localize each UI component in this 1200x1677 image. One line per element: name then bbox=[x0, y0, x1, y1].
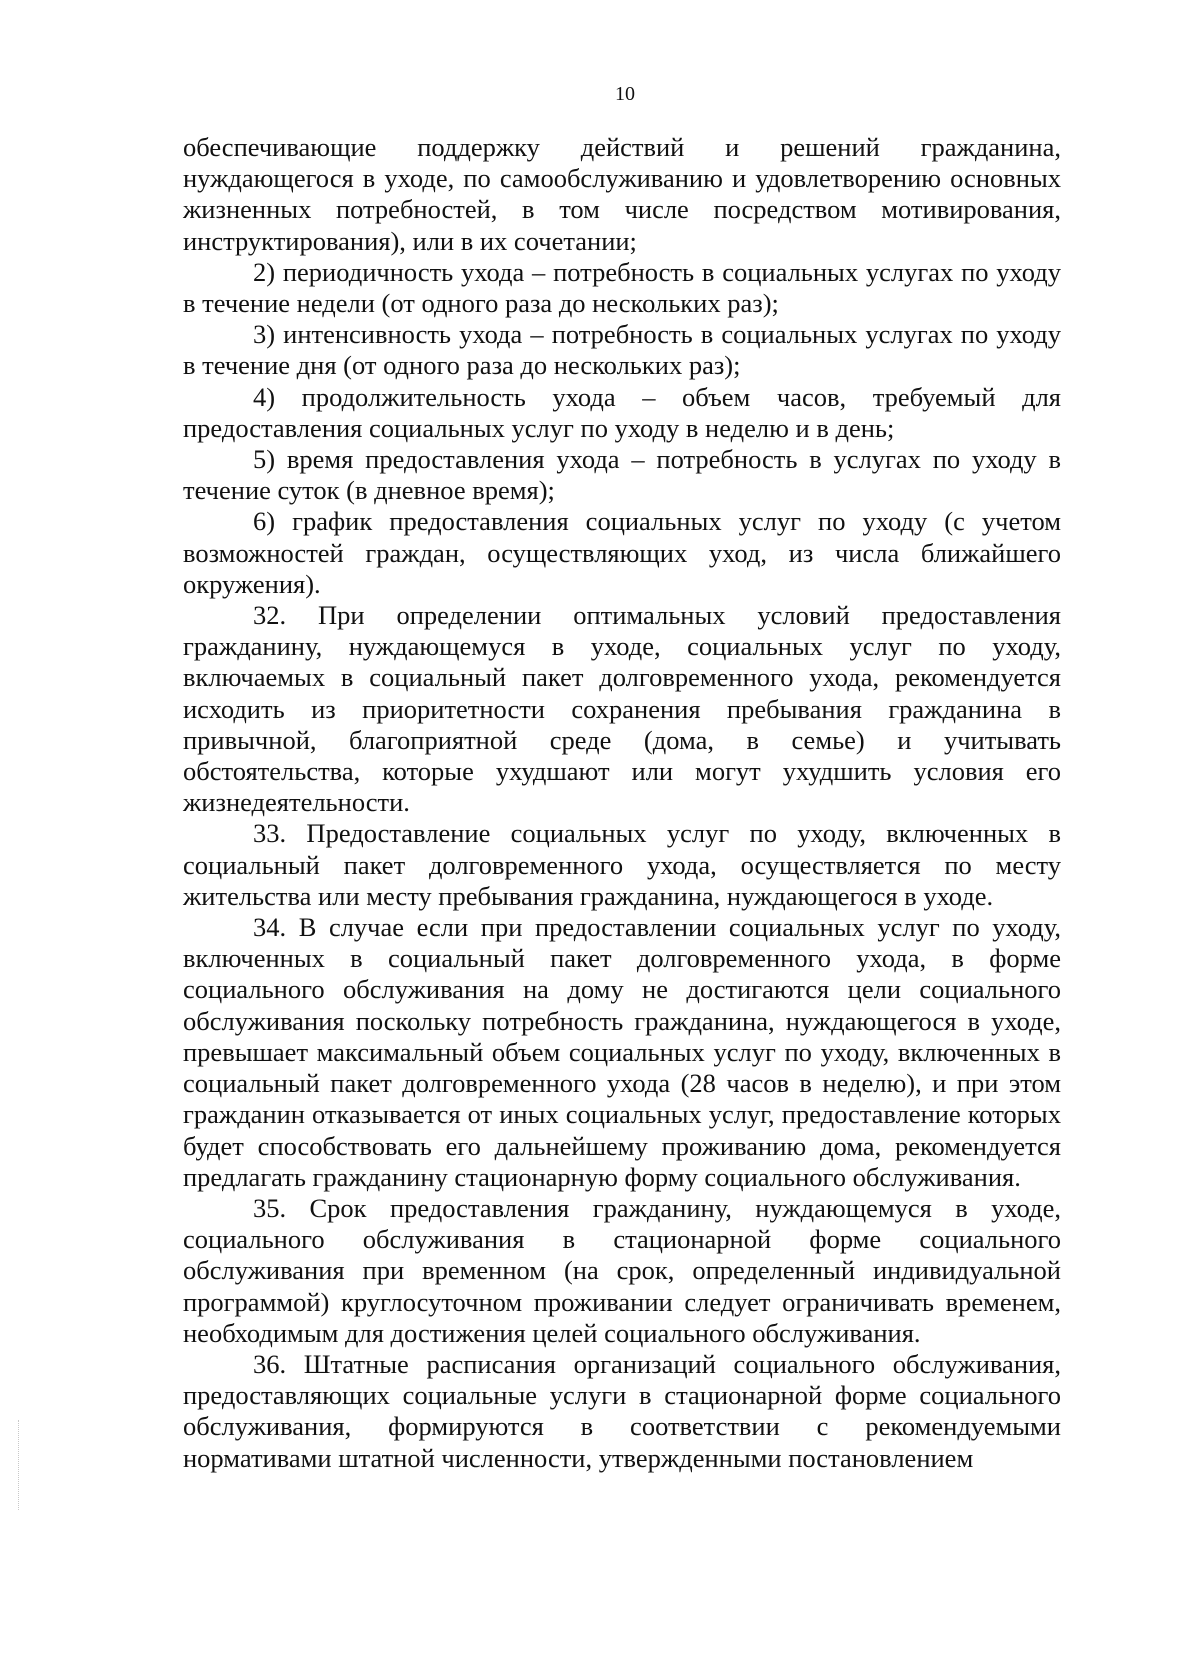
page-number: 10 bbox=[615, 83, 635, 105]
paragraph-item-2: 2) периодичность ухода – потребность в социальных услугах по уходу в течение недели (от одного раза до нескольких раз); bbox=[183, 256, 1061, 319]
paragraph-item-5: 5) время предоставления ухода – потребность в услугах по уходу в течение суток (в дневное время); bbox=[183, 444, 1061, 506]
paragraph-continuation: обеспечивающие поддержку действий и решений гражданина, нуждающегося в уходе, по самообслуживанию и удовлетворению основных жизненных потребностей, в том числе посредством мотивирования, инструктирования), или в их сочетании; bbox=[183, 132, 1061, 256]
paragraph-item-3: 3) интенсивность ухода – потребность в социальных услугах по уходу в течение дня (от одного раза до нескольких раз); bbox=[183, 319, 1061, 381]
paragraph-34: 34. В случае если при предоставлении социальных услуг по уходу, включенных в социальный пакет долговременного ухода, в форме социального обслуживания на дому не достигаются цели социального обслуживания поскольку потребность гражданина, нуждающегося в уходе, превышает максимальный объем социальных услуг по уходу, включенных в социальный пакет долговременного ухода (28 часов в неделю), и при этом гражданин отказывается от иных социальных услуг, предоставление которых будет способствовать его дальнейшему проживанию дома, рекомендуется предлагать гражданину стационарную форму социального обслуживания. bbox=[183, 912, 1061, 1192]
paragraph-item-6: 6) график предоставления социальных услуг по уходу (с учетом возможностей граждан, осуществляющих уход, из числа ближайшего окружения). bbox=[183, 506, 1061, 599]
document-body bbox=[183, 132, 1061, 1474]
paragraph-35: 35. Срок предоставления гражданину, нуждающемуся в уходе, социального обслуживания в стационарной форме социального обслуживания при временном (на срок, определенный индивидуальной программой) круглосуточном проживании следует ограничивать временем, необходимым для достижения целей социального обслуживания. bbox=[183, 1192, 1061, 1348]
paragraph-32: 32. При определении оптимальных условий предоставления гражданину, нуждающемуся в уходе, социальных услуг по уходу, включаемых в социальный пакет долговременного ухода, рекомендуется исходить из приоритетности сохранения пребывания гражданина в привычной, благоприятной среде (дома, в семье) и учитывать обстоятельства, которые ухудшают или могут ухудшить условия его жизнедеятельности. bbox=[183, 600, 1061, 818]
scan-margin-marks bbox=[18, 1420, 22, 1510]
paragraph-item-4: 4) продолжительность ухода – объем часов, требуемый для предоставления социальных услуг по уходу в неделю и в день; bbox=[183, 381, 1061, 443]
paragraph-33: 33. Предоставление социальных услуг по уходу, включенных в социальный пакет долговременного ухода, осуществляется по месту жительства или месту пребывания гражданина, нуждающегося в уходе. bbox=[183, 818, 1061, 911]
paragraph-36: 36. Штатные расписания организаций социального обслуживания, предоставляющих социальные услуги в стационарной форме социального обслуживания, формируются в соответствии с рекомендуемыми нормативами штатной численности, утвержденными постановлением bbox=[183, 1348, 1061, 1473]
